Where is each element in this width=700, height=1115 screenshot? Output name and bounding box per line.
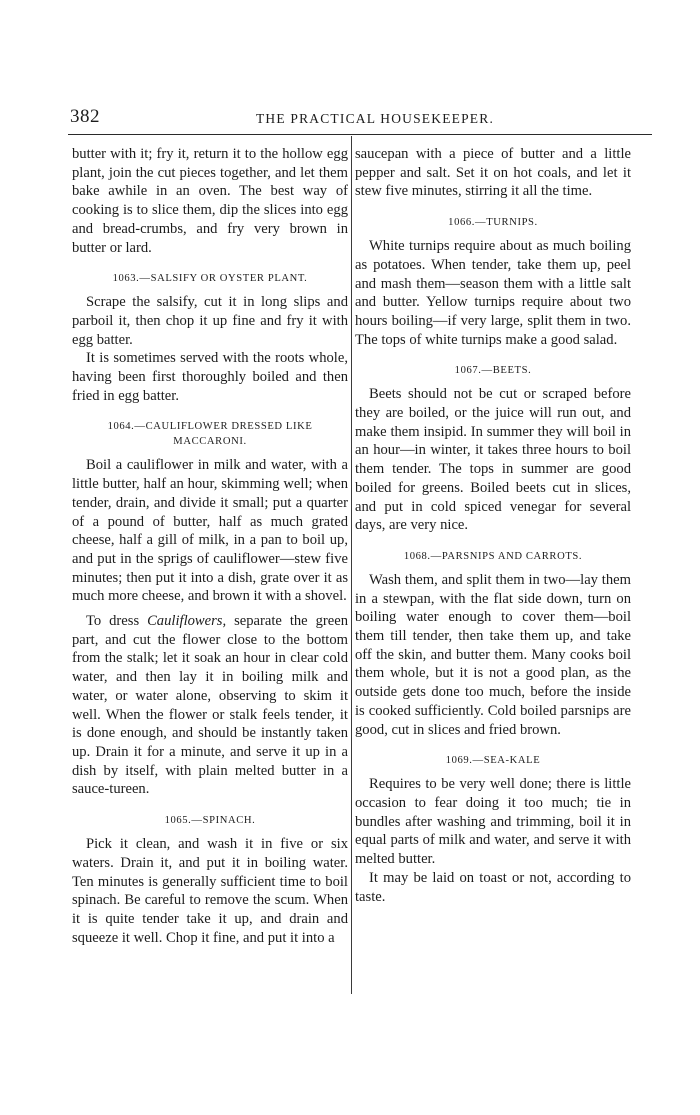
paragraph-spinach-continued: saucepan with a piece of butter and a little pepper and salt. Set it on hot coals, and let it stew five minutes, stirring it all the time.	[355, 146, 631, 200]
recipe-heading-1065: 1065.—SPINACH.	[164, 815, 256, 827]
paragraph-sea-kale-2: It may be laid on toast or not, according to taste.	[355, 869, 631, 905]
running-head: THE PRACTICAL HOUSEKEEPER.	[255, 111, 495, 126]
paragraph-parsnips: Wash them, and split them in two—lay them in a stewpan, with the flat side down, turn on boiling water enough to cover them—boil them till tender, then take them up, and take off the skin, and butter them. Many cooks boil them whole, but it is not a good plan, as the outside gets done too much, before the inside is cooked sufficiently. Cold boiled parsnips are good, cut in slices and fried brown.	[355, 571, 631, 738]
paragraph-turnips: White turnips require about as much boiling as potatoes. When tender, take them up, peel and mash them—season them with a little salt and butter. Yellow turnips require about two hours boiling—if very large, split them in two. The tops of white turnips make a good salad.	[355, 238, 631, 348]
paragraph-eggplant-continued: butter with it; fry it, return it to the hollow egg plant, join the cut pieces together, and let them bake awhile in an oven. The best way of cooking is to slice them, dip the slices into egg and bread-crumbs, and fry very brown in butter or lard.	[72, 146, 348, 256]
left-column	[72, 145, 348, 947]
recipe-heading-1069: 1069.—SEA-KALE	[445, 755, 541, 767]
right-column	[355, 145, 631, 906]
page-number: 382	[70, 106, 100, 127]
recipe-heading-1066: 1066.—TURNIPS.	[448, 217, 538, 229]
paragraph-spinach: Pick it clean, and wash it in five or six waters. Drain it, and put it in boiling water. Ten minutes is generally sufficient time to boil spinach. Be careful to remove the scum. When it is quite tender take it up, and drain and squeeze it well. Chop it fine, and put it into a	[72, 836, 348, 946]
paragraph-salsify-1: Scrape the salsify, cut it in long slips and parboil it, then chop it up fine and fry it with egg batter.	[72, 294, 348, 348]
paragraph-cauliflower-2	[72, 612, 348, 799]
header-rule	[68, 134, 652, 135]
recipe-heading-1068: 1068.—PARSNIPS AND CARROTS.	[403, 550, 583, 562]
recipe-heading-1063: 1063.—SALSIFY OR OYSTER PLANT.	[112, 273, 308, 285]
column-divider	[351, 136, 352, 994]
paragraph-sea-kale-1: Requires to be very well done; there is little occasion to fear doing it too much; tie in bundles after washing and trimming, boil it in equal parts of milk and water, and serve it with melted butter.	[355, 776, 631, 868]
recipe-heading-1067: 1067.—BEETS.	[454, 365, 532, 377]
recipe-heading-1064: 1064.—CAULIFLOWER DRESSED LIKE MACCARONI.	[107, 421, 313, 448]
paragraph-cauliflower-1: Boil a cauliflower in milk and water, with a little butter, half an hour, skimming well; when tender, drain, and divide it small; put a quarter of a pound of butter, half as much grated cheese, half a gill of milk, in a pan to boil up, and put in the sprigs of cauliflower—stew five minutes; then put it into a dish, grate over it as much more cheese, and brown it with a shovel.	[72, 457, 348, 605]
cauliflower-lead: To dress	[86, 613, 148, 630]
paragraph-beets: Beets should not be cut or scraped before they are boiled, or the juice will run out, and make them insipid. In summer they will boil in an hour—in winter, it takes three hours to boil them tender. The tops in summer are good boiled for greens. Boiled beets cut in slices, and put in cold spiced venegar for several days, are very nice.	[355, 386, 631, 534]
paragraph-salsify-2: It is sometimes served with the roots whole, having been first thoroughly boiled and then fried in egg batter.	[72, 350, 348, 404]
cauliflower-italic: Cauliflowers,	[147, 613, 227, 630]
cauliflower-body: separate the green part, and cut the flower close to the bottom from the stalk; let it soak an hour in clear cold water, and then lay it in boiling milk and water, or water alone, observing to skim it well. When the flower or stalk feels tender, it is done enough, and should be instantly taken up. Drain it for a minute, and serve it up in a dish by itself, with plain melted butter in a sauce-tureen.	[72, 613, 349, 798]
page-header	[70, 106, 650, 136]
